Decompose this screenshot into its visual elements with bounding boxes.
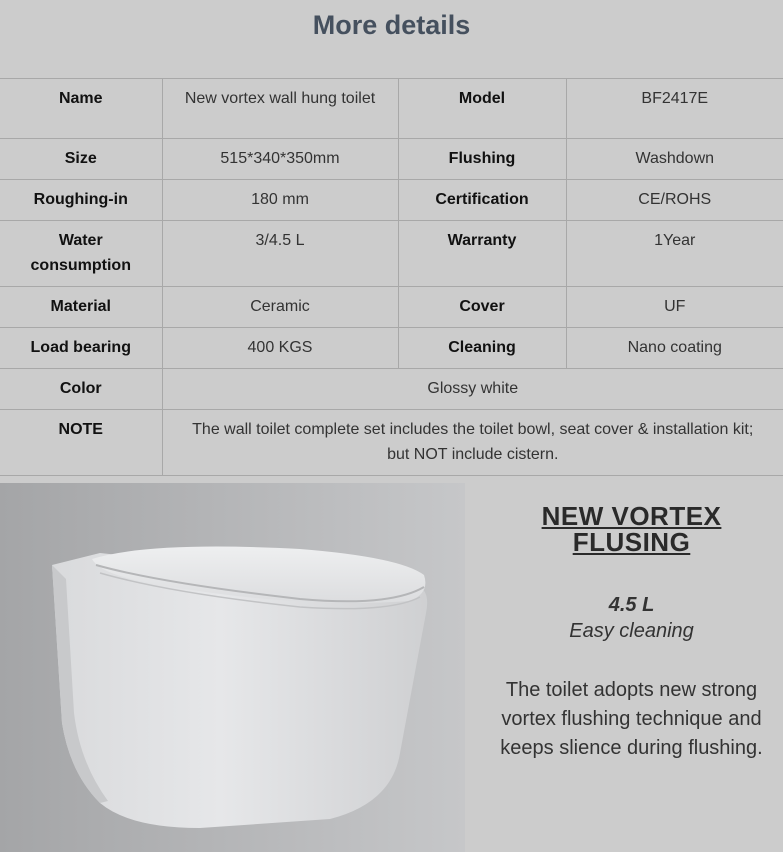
table-row bbox=[0, 139, 783, 180]
product-image bbox=[0, 483, 465, 852]
spec-value: 3/4.5 L bbox=[162, 221, 398, 287]
spec-value: UF bbox=[566, 287, 783, 328]
toilet-illustration bbox=[0, 483, 465, 852]
table-row bbox=[0, 410, 783, 476]
table-row bbox=[0, 79, 783, 139]
promo-title: NEW VORTEX FLUSING bbox=[541, 501, 722, 557]
spec-value: 400 KGS bbox=[162, 328, 398, 369]
spec-label: Certification bbox=[398, 180, 566, 221]
promo-subtitle: Easy cleaning bbox=[569, 620, 694, 642]
spec-label: Color bbox=[0, 369, 162, 410]
spec-value: New vortex wall hung toilet bbox=[162, 79, 398, 139]
spec-value: Nano coating bbox=[566, 328, 783, 369]
table-row bbox=[0, 369, 783, 410]
promo-block bbox=[480, 503, 783, 763]
spec-label: Name bbox=[0, 79, 162, 139]
spec-label: Model bbox=[398, 79, 566, 139]
promo-volume: 4.5 L bbox=[608, 594, 655, 616]
spec-value: 1Year bbox=[566, 221, 783, 287]
table-row bbox=[0, 180, 783, 221]
note-line: but NOT include cistern. bbox=[387, 446, 559, 463]
spec-label: Water consumption bbox=[0, 221, 162, 287]
spec-value: 515*340*350mm bbox=[162, 139, 398, 180]
spec-table bbox=[0, 78, 783, 476]
spec-label: Cover bbox=[398, 287, 566, 328]
spec-label: Size bbox=[0, 139, 162, 180]
table-row bbox=[0, 287, 783, 328]
spec-label: Flushing bbox=[398, 139, 566, 180]
spec-value: BF2417E bbox=[566, 79, 783, 139]
page-title: More details bbox=[312, 10, 471, 40]
table-row bbox=[0, 221, 783, 287]
note-line: The wall toilet complete set includes the toilet bowl, seat cover & installation kit; bbox=[192, 421, 754, 438]
spec-note bbox=[162, 410, 783, 476]
spec-value: CE/ROHS bbox=[566, 180, 783, 221]
promo-description: The toilet adopts new strong vortex flushing technique and keeps slience during flushing. bbox=[500, 679, 763, 759]
spec-label: NOTE bbox=[0, 410, 162, 476]
table-row bbox=[0, 328, 783, 369]
spec-label: Material bbox=[0, 287, 162, 328]
spec-label: Warranty bbox=[398, 221, 566, 287]
spec-label: Roughing-in bbox=[0, 180, 162, 221]
spec-value: 180 mm bbox=[162, 180, 398, 221]
spec-value: Washdown bbox=[566, 139, 783, 180]
spec-value: Ceramic bbox=[162, 287, 398, 328]
spec-label: Cleaning bbox=[398, 328, 566, 369]
spec-label: Load bearing bbox=[0, 328, 162, 369]
spec-value: Glossy white bbox=[162, 369, 783, 410]
